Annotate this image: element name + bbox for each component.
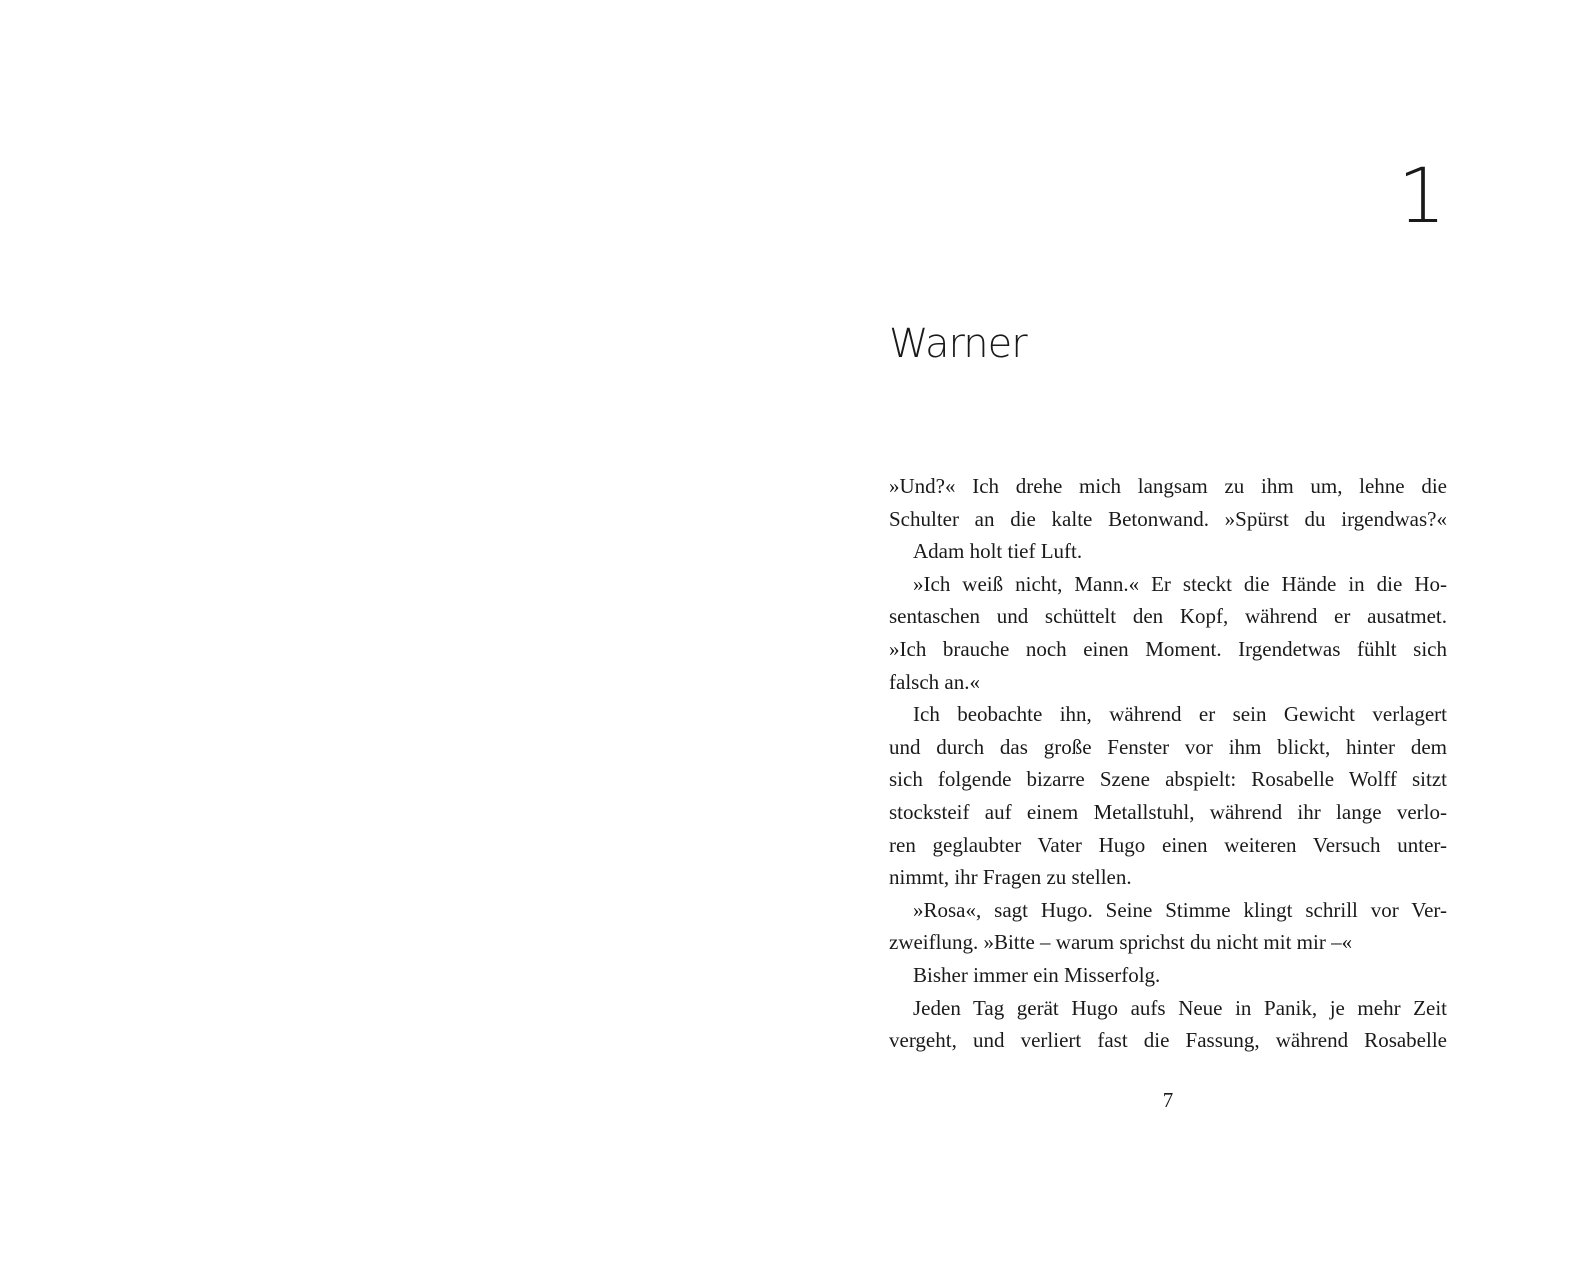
text-line: vergeht, und verliert fast die Fassung, während Rosabelle	[889, 1028, 1447, 1053]
text-line: »Und?« Ich drehe mich langsam zu ihm um, lehne die	[889, 474, 1447, 498]
body-text	[889, 470, 1447, 1057]
text-line: ren geglaubter Vater Hugo einen weiteren Versuch unter-	[889, 832, 1447, 857]
text-line: und durch das große Fenster vor ihm blickt, hinter dem	[889, 734, 1447, 759]
text-line: »Ich brauche noch einen Moment. Irgendetwas fühlt sich	[889, 636, 1447, 661]
text-line: falsch an.«	[889, 669, 980, 694]
text-line: zweiflung. »Bitte – warum sprichst du nicht mit mir –«	[889, 930, 1353, 955]
text-line: sich folgende bizarre Szene abspielt: Rosabelle Wolff sitzt	[889, 767, 1447, 792]
chapter-title: Warner	[889, 321, 1027, 367]
text-line: Bisher immer ein Misserfolg.	[913, 962, 1161, 987]
right-page	[797, 0, 1594, 1270]
text-line: sentaschen und schüttelt den Kopf, während er ausatmet.	[889, 604, 1447, 629]
text-line: »Ich weiß nicht, Mann.« Er steckt die Hände in die Ho-	[913, 571, 1447, 596]
text-line: stocksteif auf einem Metallstuhl, während ihr lange verlo-	[889, 799, 1447, 824]
text-line: Adam holt tief Luft.	[913, 539, 1083, 564]
text-line: Jeden Tag gerät Hugo aufs Neue in Panik, je mehr Zeit	[913, 995, 1447, 1020]
chapter-number: 1	[1397, 151, 1444, 240]
text-line: »Rosa«, sagt Hugo. Seine Stimme klingt schrill vor Ver-	[913, 897, 1447, 922]
page-number: 7	[1162, 1088, 1174, 1112]
text-line: nimmt, ihr Fragen zu stellen.	[889, 865, 1132, 890]
text-line: Ich beobachte ihn, während er sein Gewicht verlagert	[913, 702, 1447, 727]
text-line: Schulter an die kalte Betonwand. »Spürst du irgendwas?«	[889, 506, 1447, 531]
